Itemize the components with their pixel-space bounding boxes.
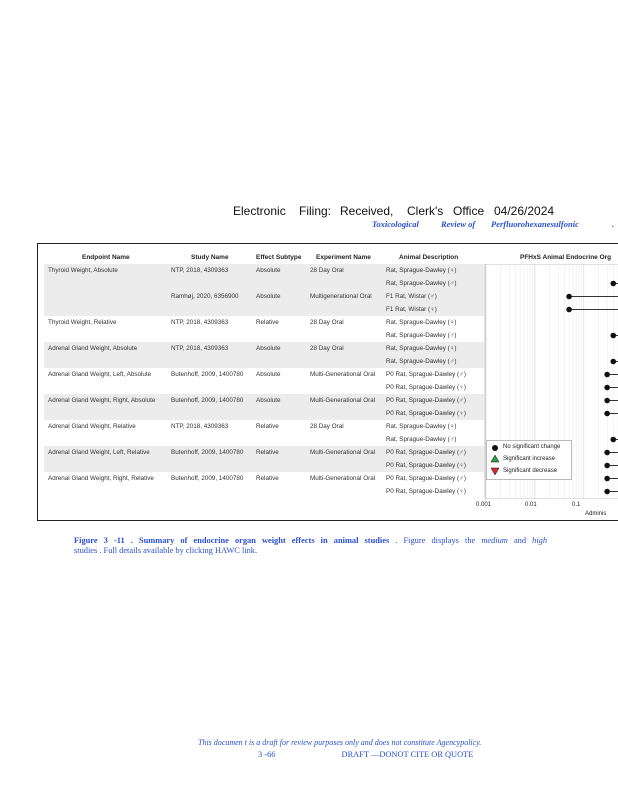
dose-point <box>566 307 572 313</box>
table-cell-experiment: 28 Day Oral <box>310 345 344 352</box>
caption-text: medium <box>481 536 508 545</box>
table-cell-subtype: Absolute <box>256 293 281 300</box>
caption-text: studies <box>364 536 390 545</box>
caption-text: organ <box>234 536 256 545</box>
dose-point <box>566 294 572 300</box>
table-cell-study: NTP, 2018, 4309363 <box>171 423 229 430</box>
page-number: 3 -66 <box>258 750 276 759</box>
dose-point <box>604 476 610 482</box>
table-cell-experiment: 28 Day Oral <box>310 319 344 326</box>
legend-label: Significant decrease <box>503 468 558 474</box>
dose-point <box>604 463 610 469</box>
table-cell-endpoint: Adrenal Gland Weight, Relative <box>48 423 136 430</box>
table-cell-subtype: Absolute <box>256 345 281 352</box>
draft-disclaimer: This documen t is a draft for review purposes only and does not constitute Agencypolicy. <box>198 738 482 747</box>
running-header-word: Toxicological <box>372 219 419 229</box>
caption-text: . Summary <box>130 536 175 545</box>
col-header-experiment: Experiment Name <box>316 254 371 261</box>
table-cell-endpoint: Thyroid Weight, Absolute <box>48 267 118 274</box>
caption-text: effects <box>291 536 315 545</box>
dose-point <box>604 372 610 378</box>
page-footer <box>258 750 473 759</box>
col-header-study: Study Name <box>191 254 229 261</box>
table-cell-experiment: 28 Day Oral <box>310 423 344 430</box>
caption-text: the <box>465 536 476 545</box>
caption-num: 3 -11 <box>103 536 125 545</box>
table-cell-experiment: Multi-Generational Oral <box>310 449 376 456</box>
chart-legend <box>486 440 572 480</box>
caption-fig: Figure <box>74 536 98 545</box>
table-cell-study: Butenhoff, 2009, 1400780 <box>171 475 244 482</box>
no-change-symbol-icon <box>492 445 498 451</box>
table-cell-animal: P0 Rat, Sprague-Dawley (♀) <box>386 410 466 417</box>
table-cell-animal: Rat, Sprague-Dawley (♂) <box>386 332 457 339</box>
table-cell-endpoint: Thyroid Weight, Relative <box>48 319 117 326</box>
col-header-endpoint: Endpoint Name <box>82 254 130 261</box>
table-cell-subtype: Absolute <box>256 397 281 404</box>
figure-caption <box>74 534 614 557</box>
table-cell-study: Butenhoff, 2009, 1400780 <box>171 371 244 378</box>
table-cell-animal: Rat, Sprague-Dawley (♀) <box>386 423 457 430</box>
x-tick-label: 0.1 <box>572 502 581 508</box>
dose-point <box>610 359 616 365</box>
caption-text: high <box>532 536 548 545</box>
table-cell-experiment: 28 Day Oral <box>310 267 344 274</box>
running-header-word: . <box>612 219 615 229</box>
table-cell-animal: F1 Rat, Wistar (♀) <box>386 306 437 313</box>
caption-text: in <box>320 536 328 545</box>
increase-symbol-icon <box>491 455 499 462</box>
caption-text: weight <box>261 536 286 545</box>
stamp-word: Received, <box>340 204 394 218</box>
table-cell-endpoint: Adrenal Gland Weight, Left, Absolute <box>48 371 152 378</box>
table-cell-animal: F1 Rat, Wistar (♂) <box>386 293 437 300</box>
legend-label: No significant change <box>503 444 561 450</box>
dose-point <box>604 489 610 495</box>
draft-notice: DRAFT —DONOT CITE OR QUOTE <box>341 750 474 759</box>
decrease-symbol-icon <box>491 468 499 475</box>
table-cell-animal: P0 Rat, Sprague-Dawley (♀) <box>386 462 466 469</box>
table-cell-subtype: Absolute <box>256 371 281 378</box>
table-cell-animal: Rat, Sprague-Dawley (♀) <box>386 267 457 274</box>
caption-text: of endocrine <box>180 536 229 545</box>
stamp-date: 04/26/2024 <box>494 204 555 218</box>
table-cell-endpoint: Adrenal Gland Weight, Right, Absolute <box>48 397 156 404</box>
x-axis-label: Adminis <box>585 511 607 517</box>
table-cell-subtype: Relative <box>256 319 279 326</box>
table-cell-animal: Rat, Sprague-Dawley (♀) <box>386 345 457 352</box>
x-tick-label: 0.01 <box>525 502 537 508</box>
table-cell-study: NTP, 2018, 4309363 <box>171 319 229 326</box>
table-cell-study: Butenhoff, 2009, 1400780 <box>171 397 244 404</box>
table-cell-experiment: Multi-Generational Oral <box>310 475 376 482</box>
table-cell-study: Butenhoff, 2009, 1400780 <box>171 449 244 456</box>
table-cell-endpoint: Adrenal Gland Weight, Right, Relative <box>48 475 154 482</box>
table-cell-animal: P0 Rat, Sprague-Dawley (♂) <box>386 371 466 378</box>
running-header-word: Perfluorohexanesulfonic <box>491 219 579 229</box>
dose-point <box>604 450 610 456</box>
table-cell-subtype: Relative <box>256 449 279 456</box>
table-cell-study: NTP, 2018, 4309363 <box>171 345 229 352</box>
table-cell-study: NTP, 2018, 4309363 <box>171 267 229 274</box>
legend-symbols <box>490 443 500 477</box>
caption-text: animal <box>333 536 359 545</box>
stamp-word: Office <box>453 204 485 218</box>
stamp-word: Electronic <box>233 204 286 218</box>
x-tick-label: 0.001 <box>476 502 492 508</box>
table-cell-endpoint: Adrenal Gland Weight, Left, Relative <box>48 449 150 456</box>
table-cell-experiment: Multi-Generational Oral <box>310 397 376 404</box>
dose-point <box>610 281 616 287</box>
table-cell-animal: Rat, Sprague-Dawley (♀) <box>386 319 457 326</box>
table-cell-animal: P0 Rat, Sprague-Dawley (♂) <box>386 449 466 456</box>
chart-title: PFHxS Animal Endocrine Org <box>520 254 612 261</box>
dose-point <box>604 398 610 404</box>
caption-text: displays <box>431 536 459 545</box>
table-cell-experiment: Multigenerational Oral <box>310 293 372 300</box>
table-cell-subtype: Relative <box>256 475 279 482</box>
dose-point <box>610 333 616 339</box>
dose-point <box>604 385 610 391</box>
table-cell-subtype: Relative <box>256 423 279 430</box>
table-cell-experiment: Multi-Generational Oral <box>310 371 376 378</box>
table-cell-study: Ramhøj, 2020, 6356900 <box>171 293 239 300</box>
stamp-word: Filing: <box>299 204 332 218</box>
col-header-animal: Animal Description <box>399 254 459 261</box>
table-cell-animal: Rat, Sprague-Dawley (♂) <box>386 358 457 365</box>
table-cell-animal: P0 Rat, Sprague-Dawley (♂) <box>386 397 466 404</box>
table-cell-animal: P0 Rat, Sprague-Dawley (♀) <box>386 384 466 391</box>
dose-point <box>604 411 610 417</box>
running-header-word: Review of <box>441 219 476 229</box>
table-cell-animal: Rat, Sprague-Dawley (♂) <box>386 280 457 287</box>
table-cell-animal: P0 Rat, Sprague-Dawley (♂) <box>386 475 466 482</box>
dose-point <box>610 437 616 443</box>
caption-text: . Figure <box>395 536 426 545</box>
table-cell-subtype: Absolute <box>256 267 281 274</box>
stamp-word: Clerk's <box>407 204 444 218</box>
col-header-subtype: Effect Subtype <box>256 254 302 261</box>
caption-text: and <box>513 536 527 545</box>
table-cell-animal: Rat, Sprague-Dawley (♂) <box>386 436 457 443</box>
table-cell-animal: P0 Rat, Sprague-Dawley (♀) <box>386 488 466 495</box>
caption-line-2: studies . Full details available by clicking HAWC link. <box>74 546 258 555</box>
legend-label: Significant increase <box>503 456 556 462</box>
table-cell-endpoint: Adrenal Gland Weight, Absolute <box>48 345 138 352</box>
